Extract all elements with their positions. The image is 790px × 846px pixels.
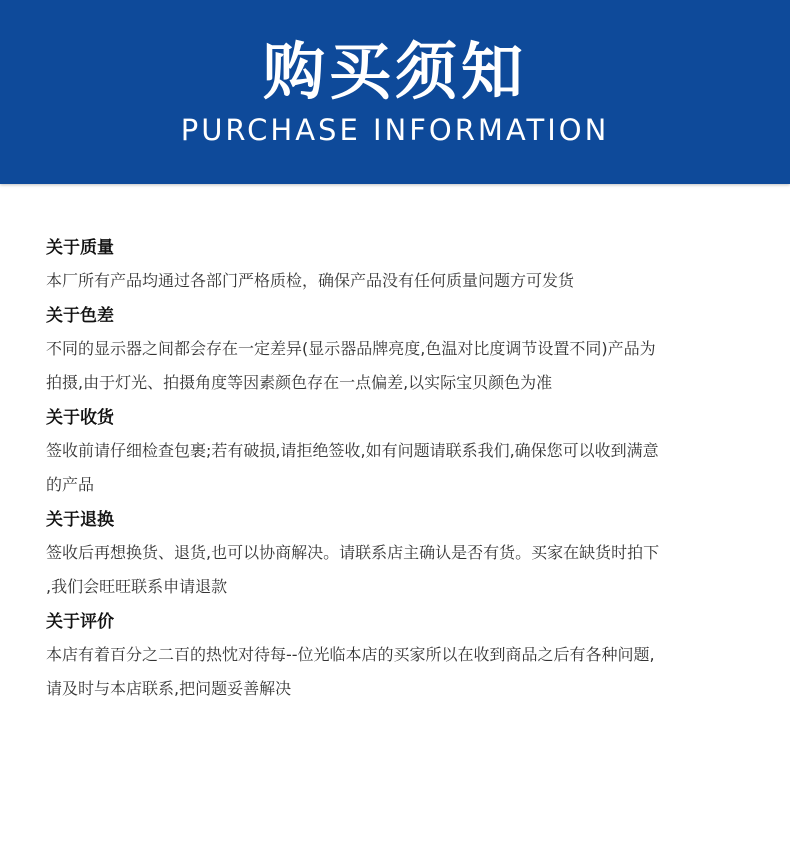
section-heading: 关于收货 xyxy=(46,408,114,428)
section-heading: 关于评价 xyxy=(46,612,114,632)
section-body: 本厂所有产品均通过各部门严格质检，确保产品没有任何质量问题方可发货 xyxy=(46,271,575,290)
section-returns xyxy=(46,504,746,604)
section-heading: 关于退换 xyxy=(46,510,114,530)
section-receiving xyxy=(46,402,746,502)
header-banner xyxy=(0,0,790,184)
section-heading: 关于色差 xyxy=(46,306,114,326)
section-quality xyxy=(46,232,746,298)
section-body: 不同的显示器之间都会存在一定差异(显示器品牌亮度,色温对比度调节设置不同)产品为 拍摄,由于灯光、拍摄角度等因素颜色存在一点偏差,以实际宝贝颜色为准 xyxy=(46,339,656,392)
notice-content xyxy=(46,232,746,708)
page-title: 购买须知 xyxy=(262,35,527,108)
section-body: 签收前请仔细检查包裹;若有破损,请拒绝签收,如有问题请联系我们,确保您可以收到满意 的产品 xyxy=(46,441,659,494)
section-heading: 关于质量 xyxy=(46,238,114,258)
section-color-difference xyxy=(46,300,746,400)
page-subtitle: PURCHASE INFORMATION xyxy=(180,113,610,147)
section-reviews xyxy=(46,606,746,706)
section-body: 签收后再想换货、退货,也可以协商解决。请联系店主确认是否有货。买家在缺货时拍下 ,我们会旺旺联系申请退款 xyxy=(46,543,660,596)
section-body: 本店有着百分之二百的热忱对待每--位光临本店的买家所以在收到商品之后有各种问题, 请及时与本店联系,把问题妥善解决 xyxy=(46,645,655,698)
